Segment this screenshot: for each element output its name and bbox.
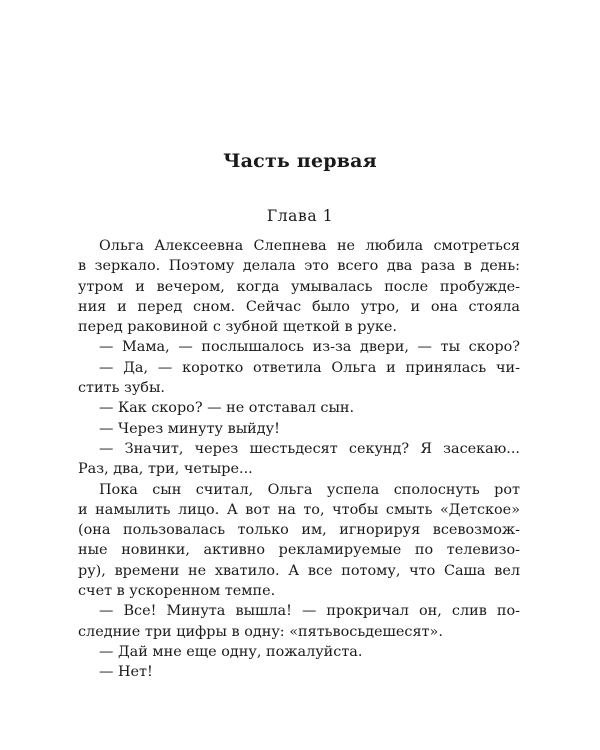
text-line: утром и вечером, когда умывалась после пробужде- bbox=[78, 278, 520, 295]
text-line: (она пользовалась только им, игнорируя всевозмож- bbox=[78, 522, 520, 539]
text-line: следние три цифры в одну: «пятьвосьдешесят». bbox=[78, 623, 443, 640]
text-line: — Да, — коротко ответила Ольга и принялась чи- bbox=[99, 359, 520, 376]
text-line: — Как скоро? — не отставал сын. bbox=[99, 400, 355, 417]
text-line: стить зубы. bbox=[78, 380, 165, 397]
text-line: ные новинки, активно рекламируемые по телевизо- bbox=[78, 542, 520, 559]
chapter-title: Глава 1 bbox=[266, 207, 334, 225]
part-title: Часть первая bbox=[223, 150, 377, 172]
text-line: и намылить лицо. А вот на то, чтобы смыть «Детское» bbox=[78, 501, 520, 518]
text-line: счет в ускоренном темпе. bbox=[78, 583, 276, 600]
text-line: Ольга Алексеевна Слепнева не любила смотреться bbox=[99, 238, 520, 254]
body-text bbox=[78, 236, 520, 683]
text-line: ру), времени не хватило. А все потому, что Саша вел bbox=[78, 562, 520, 579]
text-line: — Через минуту выйду! bbox=[99, 420, 280, 437]
text-line: — Дай мне еще одну, пожалуйста. bbox=[99, 643, 363, 660]
text-line: Раз, два, три, четыре... bbox=[78, 461, 253, 478]
text-line: Пока сын считал, Ольга успела сполоснуть рот bbox=[99, 481, 520, 498]
text-line: перед раковиной с зубной щеткой в руке. bbox=[78, 319, 397, 336]
text-line: в зеркало. Поэтому делала это всего два раза в день: bbox=[78, 258, 520, 275]
text-line: — Все! Минута вышла! — прокричал он, слив по- bbox=[99, 603, 520, 620]
text-line: ния и перед сном. Сейчас было утро, и она стояла bbox=[78, 298, 520, 315]
text-line: — Значит, через шестьдесят секунд? Я засекаю... bbox=[99, 440, 520, 457]
text-line: — Нет! bbox=[99, 664, 153, 681]
text-line: — Мама, — послышалось из-за двери, — ты скоро? bbox=[99, 339, 520, 356]
